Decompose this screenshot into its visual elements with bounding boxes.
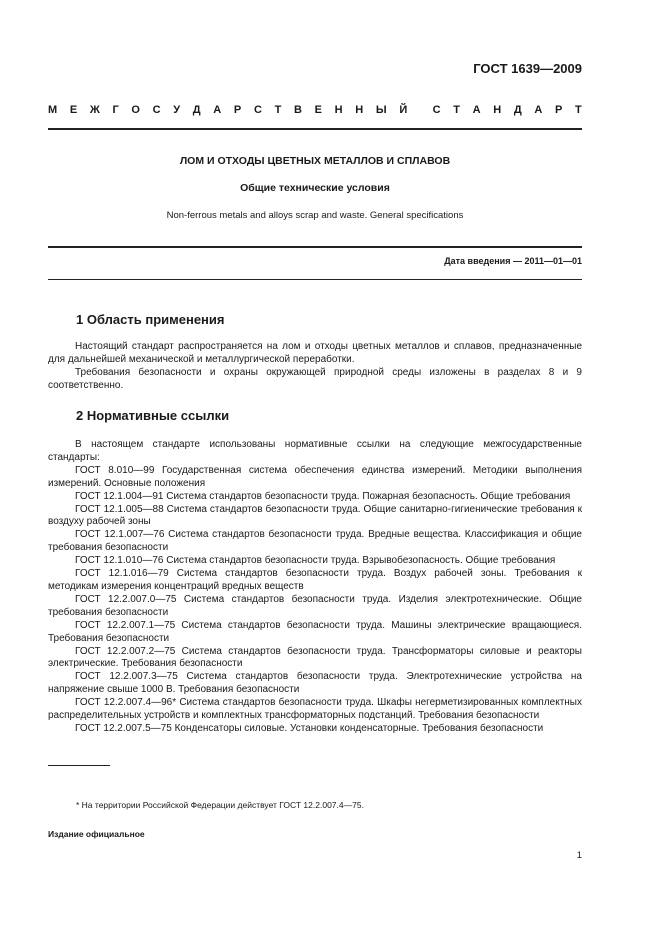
kind-letter: Р: [554, 104, 563, 116]
kind-letter: Е: [314, 104, 322, 116]
kind-letter: Т: [575, 104, 582, 116]
page-number: 1: [576, 850, 582, 861]
kind-letter: С: [152, 104, 161, 116]
reference-item: ГОСТ 12.1.004—91 Система стандартов безопасности труда. Пожарная безопасность. Общие требования: [75, 490, 571, 502]
reference-item: ГОСТ 12.1.007—76 Система стандартов безопасности труда. Вредные вещества. Классификация и общие требования безопасности: [48, 529, 582, 554]
header-rule-top: [48, 128, 582, 130]
kind-letter: Т: [453, 104, 460, 116]
kind-letter: А: [213, 104, 222, 116]
reference-item: ГОСТ 12.2.007.2—75 Система стандартов безопасности труда. Трансформаторы силовые и реакторы электрические. Требования безопасности: [48, 645, 582, 670]
edition-note: Издание официальное: [48, 829, 145, 839]
reference-item: ГОСТ 12.2.007.0—75 Система стандартов безопасности труда. Изделия электротехнические. Общие требования безопасности: [48, 593, 582, 618]
kind-letter: С: [432, 104, 441, 116]
kind-letter: Й: [399, 104, 408, 116]
kind-letter: С: [253, 104, 262, 116]
reference-item: ГОСТ 12.2.007.4—96* Система стандартов безопасности труда. Шкафы негерметизированных комплектных распределительных устройств и комплектных трансформаторных подстанций. Требования безопасности: [48, 697, 582, 722]
footnote: * На территории Российской Федерации действует ГОСТ 12.2.007.4—75.: [76, 800, 364, 810]
kind-letter: А: [534, 104, 543, 116]
reference-item: ГОСТ 12.1.010—76 Система стандартов безопасности труда. Взрывобезопасность. Общие требования: [75, 555, 556, 567]
kind-letter: Н: [493, 104, 502, 116]
footnote-separator: [48, 765, 110, 766]
kind-letter: Г: [112, 104, 119, 116]
kind-letter: О: [131, 104, 140, 116]
kind-letter: А: [472, 104, 481, 116]
title-rule-bottom: [48, 246, 582, 248]
reference-item: ГОСТ 12.2.007.5—75 Конденсаторы силовые. Установки конденсаторные. Требования безопасности: [75, 722, 544, 734]
paragraph: В настоящем стандарте использованы нормативные ссылки на следующие межгосударственные стандарты:: [48, 439, 582, 463]
paragraph: Настоящий стандарт распространяется на лом и отходы цветных металлов и сплавов, предназначенные для дальнейшей механической и металлургической переработки.: [48, 341, 582, 365]
kind-letter: Р: [233, 104, 242, 116]
document-subtitle: Общие технические условия: [240, 182, 390, 194]
date-rule: [48, 279, 582, 280]
kind-letter: Ж: [89, 104, 100, 116]
standard-kind-header: [48, 104, 582, 116]
kind-letter: В: [293, 104, 302, 116]
section-1-heading: 1 Область применения: [76, 312, 225, 327]
reference-item: ГОСТ 8.010—99 Государственная система обеспечения единства измерений. Методики выполнения измерений. Основные положения: [48, 464, 582, 489]
introduction-date: Дата введения — 2011—01—01: [444, 256, 582, 266]
document-title: ЛОМ И ОТХОДЫ ЦВЕТНЫХ МЕТАЛЛОВ И СПЛАВОВ: [179, 155, 451, 167]
kind-letter: Д: [513, 104, 522, 116]
reference-item: ГОСТ 12.2.007.1—75 Система стандартов безопасности труда. Машины электрические вращающиеся. Требования безопасности: [48, 619, 582, 644]
reference-item: ГОСТ 12.1.005—88 Система стандартов безопасности труда. Общие санитарно-гигиенические требования к воздуху рабочей зоны: [48, 503, 582, 528]
kind-letter: Е: [69, 104, 78, 116]
section-2-heading: 2 Нормативные ссылки: [76, 408, 230, 423]
paragraph: Требования безопасности и охраны окружающей природной среды изложены в разделах 8 и 9 соответственно.: [48, 366, 582, 391]
kind-letter: Т: [274, 104, 282, 116]
kind-letter: У: [173, 104, 181, 116]
section-1-body: [48, 341, 582, 393]
kind-letter: Н: [355, 104, 364, 116]
standard-code: ГОСТ 1639—2009: [473, 61, 582, 76]
reference-item: ГОСТ 12.1.016—79 Система стандартов безопасности труда. Воздух рабочей зоны. Требования к методикам измерения концентраций вредных веществ: [48, 568, 582, 592]
kind-letter: М: [48, 104, 58, 116]
reference-item: ГОСТ 12.2.007.3—75 Система стандартов безопасности труда. Электротехнические устройства на напряжение свыше 1000 В. Требования безопасности: [48, 671, 582, 696]
kind-letter: Д: [192, 104, 201, 116]
kind-letter: Н: [334, 104, 343, 116]
english-title: Non-ferrous metals and alloys scrap and waste. General specifications: [166, 210, 464, 221]
kind-letter: Ы: [375, 104, 387, 116]
section-2-body: [48, 439, 582, 736]
